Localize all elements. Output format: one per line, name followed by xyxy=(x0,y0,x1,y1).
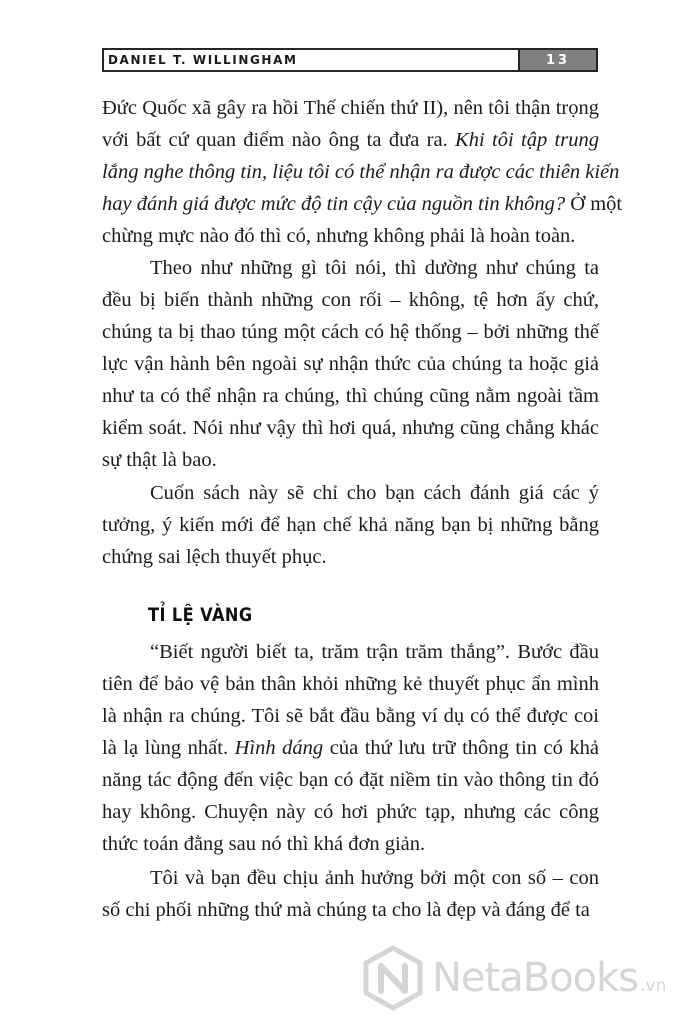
text-line xyxy=(102,188,623,220)
watermark-text xyxy=(432,955,666,1001)
text-run: hay không. Chuyện này có hơi phức tạp, nhưng các công xyxy=(102,801,599,823)
text-line xyxy=(102,796,599,828)
text-line xyxy=(102,764,599,796)
italic-text: Hình dáng xyxy=(234,737,324,759)
text-run: tiên để bảo vệ bản thân khỏi những kẻ thuyết phục ẩn mình xyxy=(102,673,599,695)
text-run: với bất cứ quan điểm nào ông ta đưa ra. xyxy=(102,129,456,151)
text-line xyxy=(102,700,599,732)
text-line: đều bị biến thành những con rối – không, tệ hơn ấy chứ, xyxy=(102,289,599,311)
page-number: 13 xyxy=(518,50,596,70)
text-line: lực vận hành bên ngoài sự nhận thức của chúng ta hoặc giả xyxy=(102,353,599,375)
text-run: của thứ lưu trữ thông tin có khả xyxy=(323,737,599,759)
text-run: Ở một xyxy=(565,193,623,215)
paragraph-5 xyxy=(102,862,599,926)
text-line xyxy=(102,828,599,860)
text-line xyxy=(102,636,599,668)
text-line xyxy=(102,156,620,188)
text-line: kiểm soát. Nói như vậy thì hơi quá, nhưng cũng chẳng khác xyxy=(102,417,599,439)
netabooks-logo-icon xyxy=(362,945,424,1011)
text-line: Tôi và bạn đều chịu ảnh hưởng bởi một con số – con xyxy=(150,867,599,889)
text-line xyxy=(102,220,599,252)
text-run: là nhận ra chúng. Tôi sẽ bắt đầu bằng ví dụ có thể được coi xyxy=(102,705,599,727)
text-run: thức toán đằng sau nó thì khá đơn giản. xyxy=(102,833,426,855)
text-line xyxy=(102,668,599,700)
text-line: chứng sai lệch thuyết phục. xyxy=(102,546,327,568)
watermark-brand: NetaBooks xyxy=(432,955,639,1001)
text-run: chừng mực nào đó thì có, nhưng không phải là hoàn toàn. xyxy=(102,225,576,247)
text-line: Cuốn sách này sẽ chỉ cho bạn cách đánh giá các ý xyxy=(150,482,599,504)
text-line: số chi phối những thứ mà chúng ta cho là đẹp và đáng để ta xyxy=(102,899,590,921)
text-line: tưởng, ý kiến mới để hạn chế khả năng bạn bị những bằng xyxy=(102,514,599,536)
running-head xyxy=(102,48,598,72)
text-run: năng tác động đến việc bạn có đặt niềm tin vào thông tin đó xyxy=(102,769,599,791)
text-line xyxy=(102,92,599,124)
text-line xyxy=(102,124,599,156)
paragraph-3 xyxy=(102,477,599,573)
watermark xyxy=(362,944,692,1012)
italic-text: lắng nghe thông tin, liệu tôi có thể nhận ra được các thiên kiến xyxy=(102,161,620,183)
text-line: sự thật là bao. xyxy=(102,449,217,471)
paragraph-2 xyxy=(102,252,599,476)
text-run: “Biết người biết ta, trăm trận trăm thắng”. Bước đầu xyxy=(150,641,599,663)
italic-text: hay đánh giá được mức độ tin cậy của nguồn tin không? xyxy=(102,193,566,215)
text-line: như ta có thể nhận ra chúng, thì chúng cũng nằm ngoài tầm xyxy=(102,385,599,407)
text-line: Theo như những gì tôi nói, thì dường như chúng ta xyxy=(150,257,599,279)
text-run: là lạ lùng nhất. xyxy=(102,737,235,759)
italic-text: Khi tôi tập trung xyxy=(455,129,599,151)
watermark-suffix: .vn xyxy=(640,976,667,996)
text-line: chúng ta bị thao túng một cách có hệ thống – bởi những thế xyxy=(102,321,599,343)
paragraph-1 xyxy=(102,92,623,252)
running-head-author: DANIEL T. WILLINGHAM xyxy=(108,53,298,67)
text-line xyxy=(102,732,599,764)
text-run: Đức Quốc xã gây ra hồi Thế chiến thứ II), nên tôi thận trọng xyxy=(102,97,599,119)
paragraph-4 xyxy=(102,636,599,860)
section-heading: TỈ LỆ VÀNG xyxy=(148,604,253,626)
